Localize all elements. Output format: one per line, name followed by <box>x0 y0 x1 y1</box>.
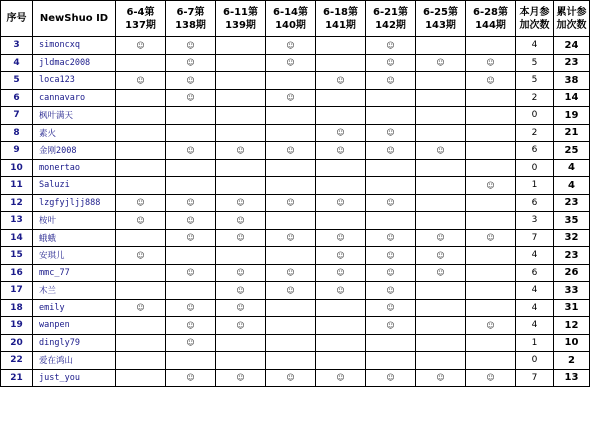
attended-mark-icon: ☺ <box>466 177 516 195</box>
row-monthly-count: 4 <box>516 247 554 265</box>
empty-cell <box>416 334 466 352</box>
empty-cell <box>316 107 366 125</box>
attended-mark-icon: ☺ <box>266 37 316 55</box>
attended-mark-icon: ☺ <box>216 317 266 335</box>
attended-mark-icon: ☺ <box>116 212 166 230</box>
attended-mark-icon: ☺ <box>166 37 216 55</box>
empty-cell <box>166 124 216 142</box>
table-row <box>1 54 590 72</box>
row-index: 21 <box>1 369 33 387</box>
row-monthly-count: 0 <box>516 107 554 125</box>
attended-mark-icon: ☺ <box>366 72 416 90</box>
attended-mark-icon: ☺ <box>216 369 266 387</box>
attended-mark-icon: ☺ <box>366 37 416 55</box>
row-index: 19 <box>1 317 33 335</box>
empty-cell <box>166 107 216 125</box>
header-index: 序号 <box>1 1 33 37</box>
empty-cell <box>216 72 266 90</box>
empty-cell <box>366 177 416 195</box>
empty-cell <box>116 159 166 177</box>
row-total-count: 4 <box>554 159 590 177</box>
row-index: 13 <box>1 212 33 230</box>
table-row <box>1 247 590 265</box>
empty-cell <box>466 107 516 125</box>
row-index: 12 <box>1 194 33 212</box>
empty-cell <box>416 159 466 177</box>
empty-cell <box>116 334 166 352</box>
empty-cell <box>416 124 466 142</box>
empty-cell <box>116 177 166 195</box>
row-user-id: Saluzi <box>33 177 116 195</box>
empty-cell <box>366 212 416 230</box>
attended-mark-icon: ☺ <box>166 212 216 230</box>
row-user-id: lzgfyjljj888 <box>33 194 116 212</box>
row-index: 8 <box>1 124 33 142</box>
empty-cell <box>116 282 166 300</box>
row-index: 10 <box>1 159 33 177</box>
attended-mark-icon: ☺ <box>366 194 416 212</box>
row-monthly-count: 6 <box>516 194 554 212</box>
empty-cell <box>416 194 466 212</box>
row-user-id: mmc_77 <box>33 264 116 282</box>
row-user-id: 安琪儿 <box>33 247 116 265</box>
attended-mark-icon: ☺ <box>316 229 366 247</box>
empty-cell <box>266 72 316 90</box>
empty-cell <box>466 194 516 212</box>
row-monthly-count: 0 <box>516 159 554 177</box>
table-row <box>1 369 590 387</box>
row-total-count: 38 <box>554 72 590 90</box>
table-row <box>1 352 590 370</box>
empty-cell <box>416 107 466 125</box>
attended-mark-icon: ☺ <box>166 334 216 352</box>
attended-mark-icon: ☺ <box>166 194 216 212</box>
attended-mark-icon: ☺ <box>166 229 216 247</box>
empty-cell <box>416 299 466 317</box>
row-total-count: 19 <box>554 107 590 125</box>
attended-mark-icon: ☺ <box>366 282 416 300</box>
empty-cell <box>166 177 216 195</box>
row-total-count: 10 <box>554 334 590 352</box>
empty-cell <box>316 334 366 352</box>
row-user-id: 蛾蛾 <box>33 229 116 247</box>
row-total-count: 35 <box>554 212 590 230</box>
empty-cell <box>416 89 466 107</box>
empty-cell <box>166 352 216 370</box>
header-period: 6-21第 142期 <box>366 1 416 37</box>
empty-cell <box>266 177 316 195</box>
empty-cell <box>416 72 466 90</box>
attended-mark-icon: ☺ <box>316 72 366 90</box>
row-index: 16 <box>1 264 33 282</box>
row-user-id: emily <box>33 299 116 317</box>
header-row <box>1 1 590 37</box>
row-monthly-count: 7 <box>516 229 554 247</box>
attended-mark-icon: ☺ <box>416 247 466 265</box>
attended-mark-icon: ☺ <box>416 264 466 282</box>
row-total-count: 25 <box>554 142 590 160</box>
empty-cell <box>266 334 316 352</box>
empty-cell <box>316 89 366 107</box>
header-period: 6-18第 141期 <box>316 1 366 37</box>
empty-cell <box>466 142 516 160</box>
table-row <box>1 282 590 300</box>
row-user-id: dingly79 <box>33 334 116 352</box>
attended-mark-icon: ☺ <box>216 212 266 230</box>
header-period: 6-7第 138期 <box>166 1 216 37</box>
row-total-count: 32 <box>554 229 590 247</box>
attended-mark-icon: ☺ <box>216 229 266 247</box>
row-user-id: loca123 <box>33 72 116 90</box>
row-index: 9 <box>1 142 33 160</box>
empty-cell <box>316 159 366 177</box>
row-monthly-count: 6 <box>516 142 554 160</box>
row-user-id: 枫叶满天 <box>33 107 116 125</box>
attended-mark-icon: ☺ <box>316 264 366 282</box>
attended-mark-icon: ☺ <box>116 247 166 265</box>
attended-mark-icon: ☺ <box>366 264 416 282</box>
table-row <box>1 89 590 107</box>
empty-cell <box>466 352 516 370</box>
empty-cell <box>116 352 166 370</box>
empty-cell <box>266 107 316 125</box>
attended-mark-icon: ☺ <box>116 194 166 212</box>
row-total-count: 33 <box>554 282 590 300</box>
attended-mark-icon: ☺ <box>266 229 316 247</box>
empty-cell <box>416 212 466 230</box>
empty-cell <box>216 247 266 265</box>
table-row <box>1 72 590 90</box>
attended-mark-icon: ☺ <box>466 229 516 247</box>
row-monthly-count: 1 <box>516 177 554 195</box>
header-total-count: 累计参 加次数 <box>554 1 590 37</box>
empty-cell <box>416 282 466 300</box>
empty-cell <box>116 107 166 125</box>
empty-cell <box>216 352 266 370</box>
table-row <box>1 212 590 230</box>
header-id: NewShuo ID <box>33 1 116 37</box>
attended-mark-icon: ☺ <box>166 54 216 72</box>
empty-cell <box>266 299 316 317</box>
empty-cell <box>316 317 366 335</box>
attended-mark-icon: ☺ <box>316 142 366 160</box>
empty-cell <box>366 334 416 352</box>
empty-cell <box>316 299 366 317</box>
table-row <box>1 334 590 352</box>
row-total-count: 12 <box>554 317 590 335</box>
empty-cell <box>466 264 516 282</box>
header-monthly-count: 本月参 加次数 <box>516 1 554 37</box>
empty-cell <box>266 317 316 335</box>
empty-cell <box>316 177 366 195</box>
attended-mark-icon: ☺ <box>366 299 416 317</box>
row-user-id: wanpen <box>33 317 116 335</box>
empty-cell <box>366 159 416 177</box>
empty-cell <box>316 37 366 55</box>
empty-cell <box>216 177 266 195</box>
empty-cell <box>216 159 266 177</box>
row-monthly-count: 4 <box>516 37 554 55</box>
attended-mark-icon: ☺ <box>366 142 416 160</box>
table-row <box>1 142 590 160</box>
row-user-id: 木兰 <box>33 282 116 300</box>
row-user-id: monertao <box>33 159 116 177</box>
attended-mark-icon: ☺ <box>116 72 166 90</box>
table-row <box>1 194 590 212</box>
row-total-count: 31 <box>554 299 590 317</box>
empty-cell <box>316 54 366 72</box>
attended-mark-icon: ☺ <box>266 54 316 72</box>
empty-cell <box>216 54 266 72</box>
attended-mark-icon: ☺ <box>366 369 416 387</box>
empty-cell <box>116 229 166 247</box>
row-index: 22 <box>1 352 33 370</box>
table-row <box>1 124 590 142</box>
row-total-count: 26 <box>554 264 590 282</box>
header-period: 6-28第 144期 <box>466 1 516 37</box>
row-monthly-count: 4 <box>516 282 554 300</box>
row-user-id: jldmac2008 <box>33 54 116 72</box>
empty-cell <box>216 334 266 352</box>
row-monthly-count: 2 <box>516 124 554 142</box>
table-row <box>1 177 590 195</box>
attended-mark-icon: ☺ <box>266 89 316 107</box>
table-row <box>1 37 590 55</box>
attended-mark-icon: ☺ <box>466 369 516 387</box>
empty-cell <box>416 37 466 55</box>
attended-mark-icon: ☺ <box>416 229 466 247</box>
empty-cell <box>216 37 266 55</box>
row-monthly-count: 1 <box>516 334 554 352</box>
table-row <box>1 317 590 335</box>
attended-mark-icon: ☺ <box>316 247 366 265</box>
empty-cell <box>416 317 466 335</box>
attended-mark-icon: ☺ <box>266 264 316 282</box>
row-total-count: 2 <box>554 352 590 370</box>
row-user-id: 爱在鸿山 <box>33 352 116 370</box>
empty-cell <box>266 124 316 142</box>
empty-cell <box>116 369 166 387</box>
attended-mark-icon: ☺ <box>366 247 416 265</box>
attended-mark-icon: ☺ <box>266 369 316 387</box>
attended-mark-icon: ☺ <box>216 282 266 300</box>
row-index: 5 <box>1 72 33 90</box>
table-row <box>1 159 590 177</box>
table-row <box>1 229 590 247</box>
empty-cell <box>216 124 266 142</box>
row-monthly-count: 2 <box>516 89 554 107</box>
row-user-id: simoncxq <box>33 37 116 55</box>
empty-cell <box>166 159 216 177</box>
row-monthly-count: 5 <box>516 72 554 90</box>
table-row <box>1 264 590 282</box>
table-row <box>1 107 590 125</box>
attended-mark-icon: ☺ <box>366 229 416 247</box>
attended-mark-icon: ☺ <box>466 54 516 72</box>
empty-cell <box>116 317 166 335</box>
row-total-count: 14 <box>554 89 590 107</box>
row-user-id: cannavaro <box>33 89 116 107</box>
empty-cell <box>116 54 166 72</box>
row-total-count: 13 <box>554 369 590 387</box>
table-row <box>1 299 590 317</box>
header-period: 6-11第 139期 <box>216 1 266 37</box>
attended-mark-icon: ☺ <box>316 282 366 300</box>
attended-mark-icon: ☺ <box>416 54 466 72</box>
empty-cell <box>216 89 266 107</box>
attended-mark-icon: ☺ <box>416 142 466 160</box>
row-monthly-count: 3 <box>516 212 554 230</box>
empty-cell <box>166 282 216 300</box>
empty-cell <box>466 124 516 142</box>
row-monthly-count: 5 <box>516 54 554 72</box>
attended-mark-icon: ☺ <box>166 317 216 335</box>
empty-cell <box>266 352 316 370</box>
empty-cell <box>466 37 516 55</box>
header-period: 6-4第 137期 <box>116 1 166 37</box>
attended-mark-icon: ☺ <box>166 72 216 90</box>
empty-cell <box>466 282 516 300</box>
row-monthly-count: 4 <box>516 299 554 317</box>
row-total-count: 21 <box>554 124 590 142</box>
row-index: 11 <box>1 177 33 195</box>
empty-cell <box>416 352 466 370</box>
attended-mark-icon: ☺ <box>366 54 416 72</box>
attended-mark-icon: ☺ <box>366 124 416 142</box>
empty-cell <box>266 247 316 265</box>
empty-cell <box>366 89 416 107</box>
row-monthly-count: 4 <box>516 317 554 335</box>
attended-mark-icon: ☺ <box>466 317 516 335</box>
attended-mark-icon: ☺ <box>216 299 266 317</box>
row-index: 18 <box>1 299 33 317</box>
empty-cell <box>316 212 366 230</box>
empty-cell <box>116 124 166 142</box>
row-total-count: 23 <box>554 247 590 265</box>
empty-cell <box>166 247 216 265</box>
empty-cell <box>216 107 266 125</box>
row-user-id: just_you <box>33 369 116 387</box>
attended-mark-icon: ☺ <box>266 282 316 300</box>
empty-cell <box>416 177 466 195</box>
header-period: 6-25第 143期 <box>416 1 466 37</box>
empty-cell <box>116 89 166 107</box>
row-index: 14 <box>1 229 33 247</box>
attended-mark-icon: ☺ <box>316 369 366 387</box>
attended-mark-icon: ☺ <box>116 37 166 55</box>
attended-mark-icon: ☺ <box>216 142 266 160</box>
row-user-id: 金刚2008 <box>33 142 116 160</box>
row-total-count: 24 <box>554 37 590 55</box>
row-index: 20 <box>1 334 33 352</box>
empty-cell <box>466 299 516 317</box>
attended-mark-icon: ☺ <box>366 317 416 335</box>
row-total-count: 23 <box>554 194 590 212</box>
empty-cell <box>266 212 316 230</box>
row-index: 7 <box>1 107 33 125</box>
attended-mark-icon: ☺ <box>166 369 216 387</box>
empty-cell <box>116 142 166 160</box>
attended-mark-icon: ☺ <box>266 194 316 212</box>
attended-mark-icon: ☺ <box>166 264 216 282</box>
row-index: 4 <box>1 54 33 72</box>
attended-mark-icon: ☺ <box>116 299 166 317</box>
empty-cell <box>466 334 516 352</box>
row-index: 15 <box>1 247 33 265</box>
row-user-id: 桉叶 <box>33 212 116 230</box>
row-index: 17 <box>1 282 33 300</box>
header-period: 6-14第 140期 <box>266 1 316 37</box>
attended-mark-icon: ☺ <box>266 142 316 160</box>
empty-cell <box>366 352 416 370</box>
table-body <box>1 37 590 387</box>
row-monthly-count: 0 <box>516 352 554 370</box>
empty-cell <box>466 247 516 265</box>
attended-mark-icon: ☺ <box>316 124 366 142</box>
empty-cell <box>366 107 416 125</box>
empty-cell <box>466 89 516 107</box>
attended-mark-icon: ☺ <box>316 194 366 212</box>
attended-mark-icon: ☺ <box>216 194 266 212</box>
empty-cell <box>316 352 366 370</box>
row-user-id: 素火 <box>33 124 116 142</box>
attended-mark-icon: ☺ <box>466 72 516 90</box>
attended-mark-icon: ☺ <box>166 142 216 160</box>
row-index: 3 <box>1 37 33 55</box>
empty-cell <box>466 212 516 230</box>
row-total-count: 4 <box>554 177 590 195</box>
attended-mark-icon: ☺ <box>166 299 216 317</box>
row-total-count: 23 <box>554 54 590 72</box>
attended-mark-icon: ☺ <box>416 369 466 387</box>
attended-mark-icon: ☺ <box>166 89 216 107</box>
row-monthly-count: 6 <box>516 264 554 282</box>
empty-cell <box>266 159 316 177</box>
attended-mark-icon: ☺ <box>216 264 266 282</box>
row-monthly-count: 7 <box>516 369 554 387</box>
empty-cell <box>116 264 166 282</box>
empty-cell <box>466 159 516 177</box>
row-index: 6 <box>1 89 33 107</box>
